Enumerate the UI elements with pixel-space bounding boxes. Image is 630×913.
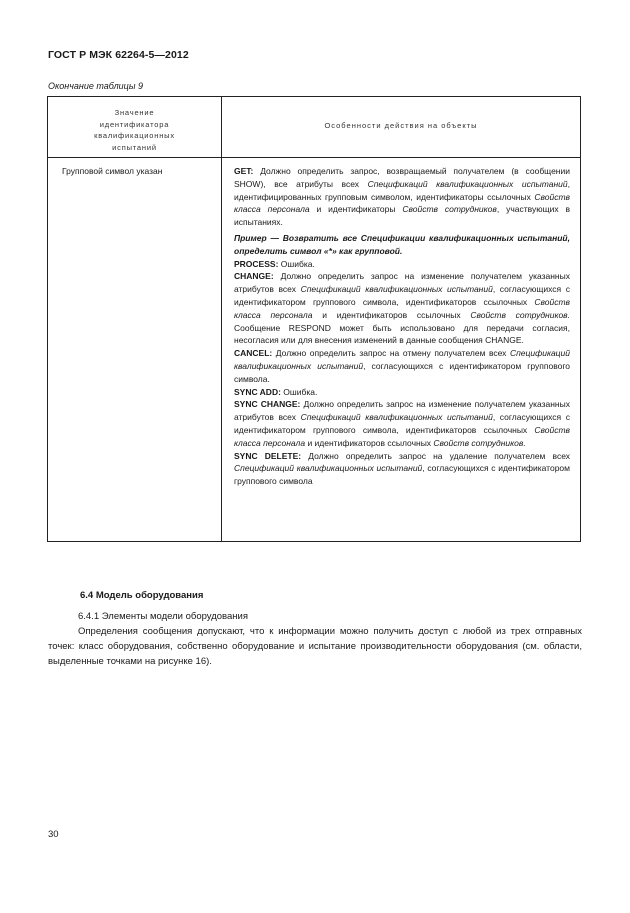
table-caption: Окончание таблицы 9 [48,81,143,91]
verb-change: CHANGE: Должно определить запрос на изменение получателем указанных атрибутов всех Спецификаций квалификационных испытаний, согласующихся с идентификатором группового символа, идентификаторов ссылочных Свойств класса персонала и идентификаторов ссылочных Свойств сотрудников. Сообщение RESPOND может быть использовано для передачи согласия, несогласия или для внесения изменений в данные сообщения CHANGE. [234,271,570,346]
document-header: ГОСТ Р МЭК 62264-5—2012 [48,49,189,61]
verb-sync-change: SYNC CHANGE: Должно определить запрос на изменение получателем указанных атрибутов всех Спецификаций квалификационных испытаний, согласующихся с идентификатором группового символа, идентификаторов ссылочных Свойств класса персонала и идентификаторов ссылочных Свойств сотрудников. [234,399,570,448]
verb-process: PROCESS: Ошибка. [234,258,315,269]
column-header-object-actions: Особенности действия на объекты [324,121,478,130]
example-note: Пример — Возвратить все Спецификации квалификационных испытаний, определить символ «*» как групповой. [234,232,570,256]
section-paragraph: Определения сообщения допускают, что к информации можно получить доступ с любой из трех отправных точек: класс оборудования, собственно оборудование и испытание производительности оборудования (см. области, выделенные точками на рисунке 16). [48,626,582,667]
column-divider [221,97,222,541]
section-body [48,609,582,669]
verb-cancel: CANCEL: Должно определить запрос на отмену получателем всех Спецификаций квалификационных испытаний, согласующихся с идентификатором группового символа. [234,348,571,384]
cell-object-actions [234,165,570,488]
cell-identifier-value: Групповой символ указан [62,166,163,176]
header-divider [48,157,580,158]
column-header-identifier-value: Значение идентификатора квалификационных испытаний [94,108,175,152]
section-title: 6.4 Модель оборудования [80,590,204,601]
verb-sync-add: SYNC ADD: Ошибка. [234,386,318,397]
verb-get: GET: Должно определить запрос, возвращаемый получателем (в сообщении SHOW), все атрибуты всех Спецификаций квалификационных испытаний, идентифицированных групповым символом, идентификаторы ссылочных Свойств класса персонала и идентификаторы Свойств сотрудников, участвующих в испытаниях. [234,166,570,228]
verb-sync-delete: SYNC DELETE: Должно определить запрос на удаление получателем всех Спецификаций квалификационных испытаний, согласующихся с идентификатором группового символа [234,450,570,487]
qualification-test-table [47,96,581,542]
page-number: 30 [48,829,59,840]
subsection-title: 6.4.1 Элементы модели оборудования [78,611,248,622]
